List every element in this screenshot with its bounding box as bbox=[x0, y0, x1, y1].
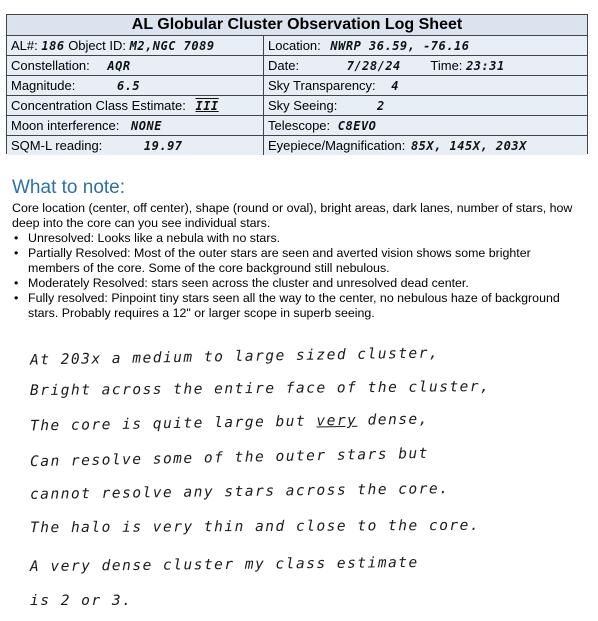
location-cell bbox=[264, 36, 587, 55]
observation-log-sheet bbox=[6, 4, 590, 617]
log-row bbox=[7, 56, 587, 76]
concentration-value: III bbox=[195, 99, 219, 113]
concentration-cell bbox=[7, 96, 264, 115]
notes-bullet-list bbox=[12, 231, 582, 321]
handwritten-underlined-text: very bbox=[316, 412, 358, 430]
list-item: • Moderately Resolved: stars seen across the cluster and unresolved dead center. bbox=[28, 276, 582, 291]
magnitude-label: Magnitude: bbox=[11, 78, 76, 93]
moon-label: Moon interference: bbox=[11, 118, 120, 133]
eyepiece-value: 85X, 145X, 203X bbox=[410, 139, 527, 153]
handwritten-text: The core is quite large but bbox=[29, 413, 317, 435]
magnitude-value: 6.5 bbox=[116, 79, 141, 93]
seeing-label: Sky Seeing: bbox=[268, 98, 338, 113]
concentration-label: Concentration Class Estimate: bbox=[11, 98, 186, 113]
list-item: • Fully resolved: Pinpoint tiny stars seen all the way to the center, no nebulous haze of background stars. Probably requires a 12" or larger scope in superb seeing. bbox=[28, 291, 582, 321]
handwritten-line: At 203x a medium to large sized cluster, bbox=[29, 345, 440, 369]
sheet-title: AL Globular Cluster Observation Log Sheet bbox=[7, 15, 587, 36]
telescope-cell bbox=[264, 116, 587, 135]
notes-block bbox=[12, 201, 582, 321]
sqm-cell bbox=[7, 136, 264, 155]
date-label: Date: bbox=[268, 58, 300, 73]
log-row bbox=[7, 116, 587, 136]
transparency-label: Sky Transparency: bbox=[268, 78, 376, 93]
sqm-label: SQM-L reading: bbox=[11, 138, 103, 153]
moon-cell bbox=[7, 116, 264, 135]
list-item: • Unresolved: Looks like a nebula with no stars. bbox=[28, 231, 582, 246]
sqm-value: 19.97 bbox=[143, 139, 183, 153]
al-object-cell bbox=[7, 36, 264, 55]
time-label: Time: bbox=[430, 58, 463, 73]
handwritten-line: is 2 or 3. bbox=[30, 593, 133, 609]
constellation-label: Constellation: bbox=[11, 58, 90, 73]
magnitude-cell bbox=[7, 76, 264, 95]
log-row bbox=[7, 36, 587, 56]
seeing-value: 2 bbox=[377, 99, 385, 113]
handwritten-line: The halo is very thin and close to the core. bbox=[29, 517, 481, 537]
moon-value: NONE bbox=[131, 119, 162, 133]
telescope-value: C8EVO bbox=[337, 119, 377, 133]
date-time-cell bbox=[264, 56, 587, 75]
log-row bbox=[7, 96, 587, 116]
seeing-cell bbox=[264, 96, 587, 115]
location-label: Location: bbox=[268, 38, 321, 53]
log-row bbox=[7, 136, 587, 155]
constellation-cell bbox=[7, 56, 264, 75]
date-value: 7/28/24 bbox=[346, 59, 401, 73]
handwritten-line: A very dense cluster my class estimate bbox=[29, 554, 419, 576]
object-value: M2,NGC 7089 bbox=[129, 39, 215, 53]
handwritten-line: cannot resolve any stars across the core. bbox=[29, 481, 450, 503]
al-value: 186 bbox=[41, 39, 65, 53]
al-label: AL#: bbox=[11, 38, 38, 53]
notes-intro: Core location (center, off center), shape (round or oval), bright areas, dark lanes, number of stars, how deep into the core can you see individual stars. bbox=[12, 201, 573, 230]
transparency-value: 4 bbox=[391, 79, 400, 93]
constellation-value: AQR bbox=[107, 59, 131, 73]
list-item: • Partially Resolved: Most of the outer stars are seen and averted vision shows some brighter members of the core. Some of the core background still nebulous. bbox=[28, 246, 582, 276]
handwritten-line: Can resolve some of the outer stars but bbox=[29, 445, 430, 471]
log-table bbox=[6, 14, 588, 154]
log-row bbox=[7, 76, 587, 96]
eyepiece-label: Eyepiece/Magnification: bbox=[268, 138, 406, 153]
handwritten-line bbox=[30, 412, 429, 435]
location-value: NWRP 36.59, -76.16 bbox=[330, 39, 470, 53]
eyepiece-cell bbox=[264, 136, 587, 155]
handwritten-line: Bright across the entire face of the cluster, bbox=[29, 378, 491, 400]
time-value: 23:31 bbox=[466, 59, 505, 73]
handwritten-text: dense, bbox=[357, 411, 430, 429]
object-label: Object ID: bbox=[68, 38, 126, 53]
telescope-label: Telescope: bbox=[268, 118, 331, 133]
transparency-cell bbox=[264, 76, 587, 95]
what-to-note-heading: What to note: bbox=[12, 177, 126, 198]
